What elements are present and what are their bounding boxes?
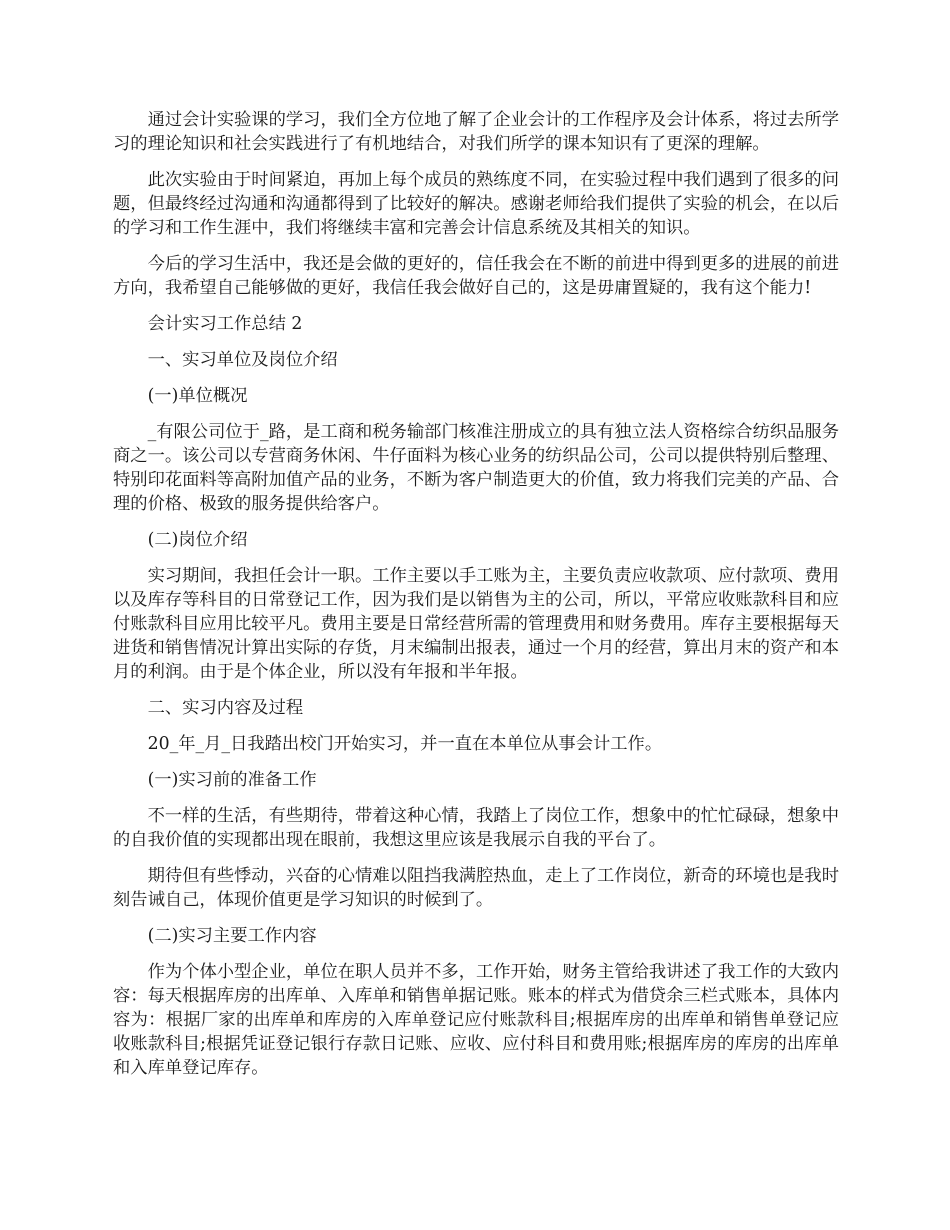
subsection-heading: (一)单位概况 [147,386,248,406]
paragraph: _有限公司位于_路，是工商和税务输部门核准注册成立的具有独立法人资格综合纺织品服务商之一。该公司以专营商务休闲、牛仔面料为核心业务的纺织品公司，公司以提供特别后整理、特别印花面料等高附加值产品的业务，不断为客户制造更大的价值，致力将我们完美的产品、合理的价格、极致的服务提供给客户。 [113,422,839,514]
section-heading: 一、实习单位及岗位介绍 [147,350,338,370]
document-body [113,108,839,1092]
paragraph: 今后的学习生活中，我还是会做的更好的，信任我会在不断的前进中得到更多的进展的前进方向，我希望自己能够做的更好，我信任我会做好自己的，这是毋庸置疑的，我有这个能力! [113,254,839,298]
subsection-heading: (一)实习前的准备工作 [147,770,317,790]
paragraph: 实习期间，我担任会计一职。工作主要以手工账为主，主要负责应收款项、应付款项、费用以及库存等科目的日常登记工作，因为我们是以销售为主的公司，所以，平常应收账款科目和应付账款科目应用比较平凡。费用主要是日常经营所需的管理费用和财务费用。库存主要根据每天进货和销售情况计算出实际的存货，月末编制出报表，通过一个月的经营，算出月末的资产和本月的利润。由于是个体企业，所以没有年报和半年报。 [113,566,839,682]
section-title: 会计实习工作总结 2 [147,314,303,334]
subsection-heading: (二)岗位介绍 [147,530,248,550]
paragraph: 不一样的生活，有些期待，带着这种心情，我踏上了岗位工作，想象中的忙忙碌碌，想象中的自我价值的实现都出现在眼前，我想这里应该是我展示自我的平台了。 [113,806,839,850]
paragraph: 此次实验由于时间紧迫，再加上每个成员的熟练度不同，在实验过程中我们遇到了很多的问题，但最终经过沟通和沟通都得到了比较好的解决。感谢老师给我们提供了实验的机会，在以后的学习和工作生涯中，我们将继续丰富和完善会计信息系统及其相关的知识。 [113,170,839,238]
paragraph: 期待但有些悸动，兴奋的心情难以阻挡我满腔热血，走上了工作岗位，新奇的环境也是我时刻告诫自己，体现价值更是学习知识的时候到了。 [113,866,839,910]
paragraph: 20_年_月_日我踏出校门开始实习，并一直在本单位从事会计工作。 [147,734,663,754]
section-heading: 二、实习内容及过程 [147,698,304,718]
paragraph: 作为个体小型企业，单位在职人员并不多，工作开始，财务主管给我讲述了我工作的大致内容：每天根据库房的出库单、入库单和销售单据记账。账本的样式为借贷余三栏式账本，具体内容为：根据厂家的出库单和库房的入库单登记应付账款科目;根据库房的出库单和销售单登记应收账款科目;根据凭证登记银行存款日记账、应收、应付科目和费用账;根据库房的库房的出库单和入库单登记库存。 [113,962,839,1078]
paragraph: 通过会计实验课的学习，我们全方位地了解了企业会计的工作程序及会计体系，将过去所学习的理论知识和社会实践进行了有机地结合，对我们所学的课本知识有了更深的理解。 [113,110,839,154]
subsection-heading: (二)实习主要工作内容 [147,926,317,946]
